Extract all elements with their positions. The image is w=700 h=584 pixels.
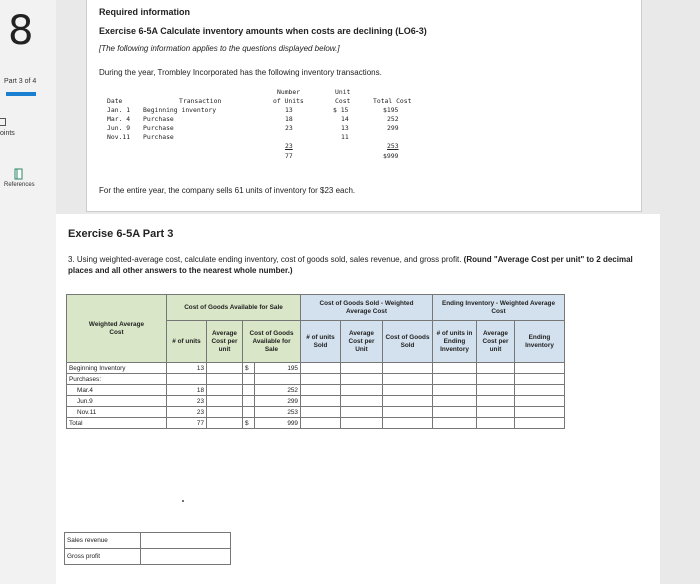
blank-cell [301,407,341,418]
blank-cell [341,396,383,407]
currency-cell [243,385,255,396]
row-total: 299 [387,124,399,132]
blank-cell [301,385,341,396]
row-label: Jun.9 [67,396,167,407]
blank-cell [383,374,433,385]
avg-sold-input[interactable] [341,418,383,429]
currency-cell [243,374,255,385]
row-label: Beginning Inventory [67,363,167,374]
points-label: oints [0,130,15,137]
row-transaction: Purchase [143,115,174,123]
row-date: Nov.11 [107,133,131,141]
sales-revenue-label: Sales revenue [65,533,141,549]
blank-cell [477,385,515,396]
header-units-1: Number [277,88,301,96]
book-icon[interactable] [14,168,24,180]
row-transaction: Beginning inventory [143,106,217,114]
points-bracket [0,118,6,126]
question-number: 8 [8,8,34,54]
units-cell: 23 [167,396,207,407]
avg-cost-cell [207,374,243,385]
header-total: Total Cost [373,97,412,105]
blank-cell [515,374,565,385]
blank-cell [383,363,433,374]
row-cost: 11 [341,133,349,141]
units-cell: 77 [167,418,207,429]
col-units-sold: # of units Sold [301,321,341,363]
blank-cell [383,385,433,396]
blank-cell [477,374,515,385]
part3-title: Exercise 6-5A Part 3 [68,228,174,240]
avg-cost-input[interactable] [207,396,243,407]
currency-cell [243,396,255,407]
corner-line-2: Cost [109,328,124,336]
table-corner [67,295,167,363]
units-cell: 23 [167,407,207,418]
blank-cell [301,396,341,407]
blank-cell [477,407,515,418]
blank-cell [383,407,433,418]
blank-cell [433,396,477,407]
col-units: # of units [167,321,207,363]
blank-cell [383,396,433,407]
row-units: 23 [285,124,293,132]
group-sold-line-2: Average Cost [346,307,387,315]
units-cell [167,374,207,385]
row-date: Mar. 4 [107,115,131,123]
cogas-cell [255,374,301,385]
header-cost-1: Unit [335,88,351,96]
units-cell: 13 [167,363,207,374]
row-label: Total [67,418,167,429]
row-cost: $ 15 [333,106,349,114]
currency-cell: $ [243,363,255,374]
currency-cell: $ [243,418,255,429]
avg-cost-input[interactable] [207,363,243,374]
cogas-cell: 195 [255,363,301,374]
part3-instructions [68,254,654,276]
blank-cell [515,396,565,407]
part-progress-bar [6,92,36,96]
blank-cell [341,374,383,385]
avg-cost-input[interactable] [207,407,243,418]
row-total: $195 [383,106,399,114]
header-transaction: Transaction [179,97,222,105]
blank-cell [301,363,341,374]
header-date: Date [107,97,123,105]
sales-revenue-input[interactable] [141,533,231,549]
row-date: Jun. 9 [107,124,131,132]
gross-profit-label: Gross profit [65,549,141,565]
col-avg-cost: Average Cost per unit [207,321,243,363]
instructions-rounding: (Round "Average Cost per unit" to 2 decimal places and all other answers to the nearest whole number.) [68,255,633,275]
group-sold [301,295,433,321]
row-label: Mar.4 [67,385,167,396]
blank-cell [341,407,383,418]
blank-cell [477,396,515,407]
col-avg-sold: Average Cost per Unit [341,321,383,363]
row-transaction: Purchase [143,133,174,141]
col-cogas: Cost of Goods Available for Sale [243,321,301,363]
row-cost: 13 [341,124,349,132]
required-information-panel [86,0,642,212]
header-units-2: of Units [273,97,304,105]
row-units: 18 [285,115,293,123]
end-inv-input[interactable] [515,418,565,429]
row-cost: 14 [341,115,349,123]
col-cogs: Cost of Goods Sold [383,321,433,363]
blank-cell [341,385,383,396]
row-total: 252 [387,115,399,123]
cogs-input[interactable] [383,418,433,429]
cogas-cell: 253 [255,407,301,418]
avg-cost-input[interactable] [207,418,243,429]
group-ending-line-2: Cost [491,307,506,315]
cogas-cell: 299 [255,396,301,407]
blank-cell [515,363,565,374]
references-link[interactable]: References [4,182,35,188]
units-sold-input[interactable] [301,418,341,429]
row-total: 253 [387,142,399,150]
row-label: Nov.11 [67,407,167,418]
row-label: Purchases: [67,374,167,385]
row-transaction: Purchase [143,124,174,132]
stray-dot [182,500,184,502]
blank-cell [341,363,383,374]
exercise-title: Exercise 6-5A Calculate inventory amounts when costs are declining (LO6-3) [99,26,427,36]
avg-cost-input[interactable] [207,385,243,396]
gross-profit-input[interactable] [141,549,231,565]
col-end-inv: Ending Inventory [515,321,565,363]
blank-cell [477,363,515,374]
blank-cell [433,374,477,385]
blank-cell [515,385,565,396]
header-cost-2: Cost [335,97,351,105]
blank-cell [433,407,477,418]
cogas-cell: 999 [255,418,301,429]
summary-table [64,532,231,565]
total-cost: $999 [383,152,399,160]
exercise-note: [The following information applies to the questions displayed below.] [99,44,340,53]
avg-end-input[interactable] [477,418,515,429]
blank-cell [301,374,341,385]
group-available: Cost of Goods Available for Sale [167,295,301,321]
blank-cell [515,407,565,418]
group-sold-line-1: Cost of Goods Sold - Weighted [319,299,414,307]
currency-cell [243,407,255,418]
units-end-input[interactable] [433,418,477,429]
corner-line-1: Weighted Average [88,320,145,328]
required-information-heading: Required information [99,7,191,17]
part3-panel [56,214,660,584]
weighted-average-table [66,294,565,429]
units-cell: 18 [167,385,207,396]
part-indicator: Part 3 of 4 [4,78,37,85]
blank-cell [433,363,477,374]
sales-note: For the entire year, the company sells 61 units of inventory for $23 each. [99,186,356,195]
group-ending [433,295,565,321]
row-units: 13 [285,106,293,114]
row-date: Jan. 1 [107,106,131,114]
sidebar [0,0,56,584]
cogas-cell: 252 [255,385,301,396]
blank-cell [433,385,477,396]
row-units: 23 [285,142,293,150]
col-avg-end: Average Cost per unit [477,321,515,363]
instructions-text: 3. Using weighted-average cost, calculate ending inventory, cost of goods sold, sales revenue, and gross profit. [68,255,462,264]
total-units: 77 [285,152,293,160]
group-ending-line-1: Ending Inventory - Weighted Average [441,299,556,307]
col-units-end: # of units in Ending Inventory [433,321,477,363]
exercise-intro: During the year, Trombley Incorporated has the following inventory transactions. [99,68,382,77]
